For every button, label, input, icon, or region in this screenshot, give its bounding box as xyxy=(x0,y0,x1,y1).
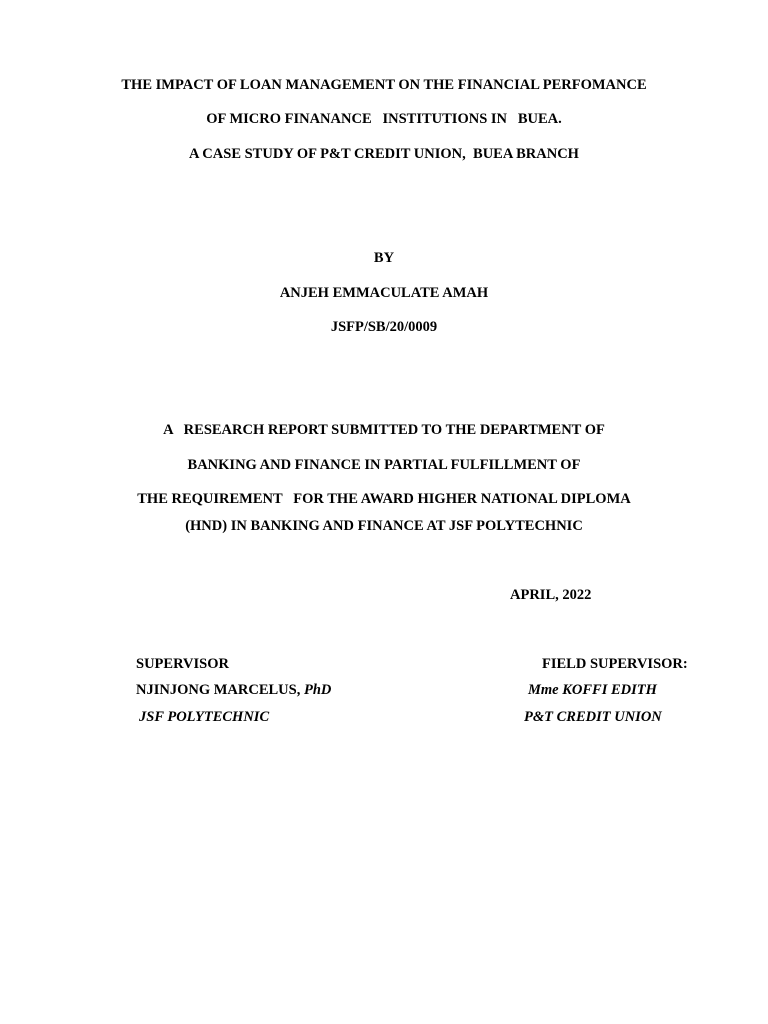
field-supervisor-heading: FIELD SUPERVISOR: xyxy=(542,656,688,672)
field-supervisor-name: Mme KOFFI EDITH xyxy=(528,682,657,698)
title-line-1: THE IMPACT OF LOAN MANAGEMENT ON THE FINANCIAL PERFOMANCE xyxy=(121,77,647,93)
supervisor-institution: JSF POLYTECHNIC xyxy=(139,709,270,725)
supervisor-name-line xyxy=(136,681,331,699)
submission-date: APRIL, 2022 xyxy=(510,587,592,603)
submission-line-1: A RESEARCH REPORT SUBMITTED TO THE DEPARTMENT OF xyxy=(163,422,605,438)
supervisor-title: PhD xyxy=(303,682,332,698)
author-name: ANJEH EMMACULATE AMAH xyxy=(279,285,489,301)
title-line-3: A CASE STUDY OF P&T CREDIT UNION, BUEA BRANCH xyxy=(189,146,579,162)
submission-line-4: (HND) IN BANKING AND FINANCE AT JSF POLYTECHNIC xyxy=(185,518,583,534)
title-line-2: OF MICRO FINANANCE INSTITUTIONS IN BUEA. xyxy=(206,111,562,127)
supervisor-name: NJINJONG MARCELUS, xyxy=(136,682,304,698)
submission-line-2: BANKING AND FINANCE IN PARTIAL FULFILLMENT OF xyxy=(187,457,581,473)
by-label: BY xyxy=(373,250,395,266)
matricule-number: JSFP/SB/20/0009 xyxy=(330,319,438,335)
submission-line-3: THE REQUIREMENT FOR THE AWARD HIGHER NATIONAL DIPLOMA xyxy=(137,491,631,507)
field-supervisor-institution: P&T CREDIT UNION xyxy=(524,709,662,725)
supervisor-heading: SUPERVISOR xyxy=(136,656,229,672)
